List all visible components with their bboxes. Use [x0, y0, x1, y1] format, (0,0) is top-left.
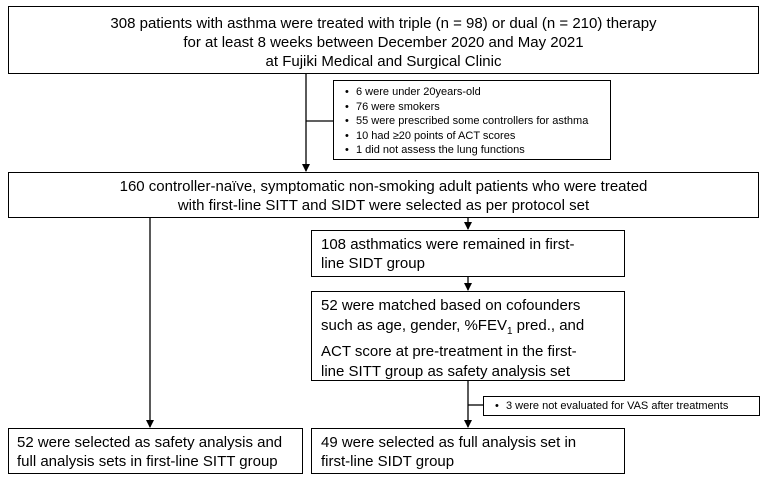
sidt-final-line1: 49 were selected as full analysis set in: [321, 434, 577, 451]
sitt-final-line2: full analysis sets in first-line SITT group: [17, 453, 278, 470]
fev1-subscript: 1: [506, 326, 513, 337]
box-sitt-final: [8, 428, 303, 474]
matched-line4: line SITT group as safety analysis set: [321, 363, 571, 380]
sidt-remained-line2: line SIDT group: [321, 255, 425, 272]
box-sidt-final: [311, 428, 625, 474]
exclusion-item-act: • 10 had ≥20 points of ACT scores: [356, 129, 606, 144]
exclusion-item-lung-function: • 1 did not assess the lung functions: [356, 143, 606, 158]
matched-line3: ACT score at pre-treatment in the first-: [321, 343, 577, 360]
per-protocol-line2: with first-line SITT and SIDT were selected as per protocol set: [177, 197, 590, 214]
sidt-remained-line1: 108 asthmatics were remained in first-: [321, 236, 575, 253]
box-per-protocol-set: [8, 172, 759, 218]
initial-population-line3: at Fujiki Medical and Surgical Clinic: [265, 53, 502, 70]
initial-population-line1: 308 patients with asthma were treated with triple (n = 98) or dual (n = 210) therapy: [110, 15, 657, 32]
box-exclusion-criteria: [333, 80, 611, 160]
exclusion-list: [340, 85, 606, 158]
box-initial-population: [8, 6, 759, 74]
box-sidt-remained: [311, 230, 625, 277]
exclusion-item-smokers: • 76 were smokers: [356, 100, 606, 115]
vas-exclusion-item: • 3 were not evaluated for VAS after treatments: [506, 399, 759, 414]
box-vas-exclusion: [483, 396, 760, 416]
sitt-final-line1: 52 were selected as safety analysis and: [17, 434, 283, 451]
matched-line1: 52 were matched based on cofounders: [321, 297, 581, 314]
sidt-final-line2: first-line SIDT group: [321, 453, 455, 470]
matched-line2: such as age, gender, $\%FEV_1$ pred., and: [321, 317, 585, 337]
exclusion-item-controllers: • 55 were prescribed some controllers for asthma: [356, 114, 606, 129]
initial-population-line2: for at least 8 weeks between December 2020 and May 2021: [183, 34, 584, 51]
per-protocol-line1: 160 controller-naïve, symptomatic non-smoking adult patients who were treated: [119, 178, 648, 195]
exclusion-item-age: • 6 were under 20years-old: [356, 85, 606, 100]
vas-exclusion-list: [490, 399, 759, 414]
box-matched-safety-set: [311, 291, 625, 381]
